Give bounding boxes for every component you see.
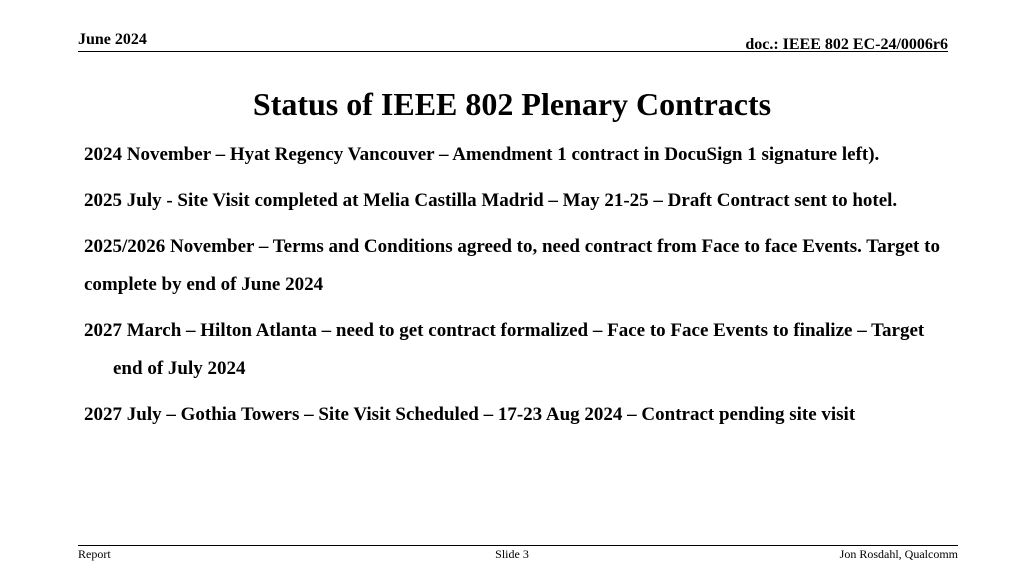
list-item-2027-july: 2027 July – Gothia Towers – Site Visit Scheduled – 17-23 Aug 2024 – Contract pending site visit	[84, 404, 856, 425]
list-item-2027-march: 2027 March – Hilton Atlanta – need to get contract formalized – Face to Face Events to finalize – Target end of July 2024	[84, 320, 925, 379]
footer-left-label: Report	[78, 547, 111, 561]
header-doc-id: doc.: IEEE 802 EC-24/0006r6	[745, 36, 948, 53]
list-item-2025-2026-november: 2025/2026 November – Terms and Conditions agreed to, need contract from Face to face Events. Target to complete by end of June 2024	[84, 236, 940, 295]
header-date: June 2024	[78, 31, 147, 48]
contract-status-list	[84, 136, 954, 442]
slide-number: Slide 3	[495, 547, 529, 561]
list-item-2024-november: 2024 November – Hyat Regency Vancouver – Amendment 1 contract in DocuSign 1 signature left).	[84, 144, 880, 165]
footer-divider	[78, 545, 958, 546]
slide-title: Status of IEEE 802 Plenary Contracts	[252, 86, 772, 122]
list-item-2025-july: 2025 July - Site Visit completed at Melia Castilla Madrid – May 21-25 – Draft Contract sent to hotel.	[84, 190, 898, 211]
footer-author: Jon Rosdahl, Qualcomm	[839, 547, 958, 561]
header-divider	[78, 51, 948, 52]
